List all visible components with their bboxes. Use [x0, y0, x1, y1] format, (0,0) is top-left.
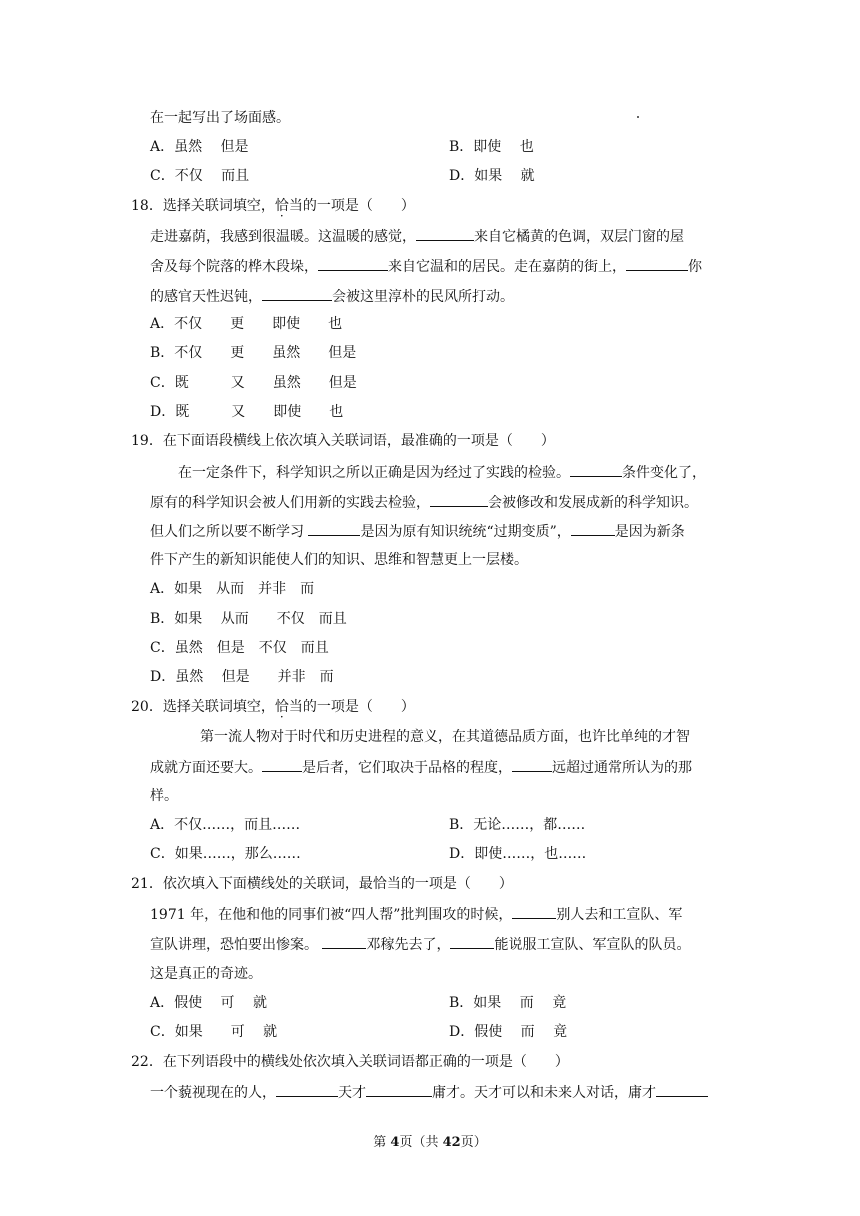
q20-option-c: C．如果……，那么……	[150, 846, 301, 862]
q20-option-a: A．不仅……，而且……	[150, 817, 301, 833]
q19-text: 在一定条件下，科学知识之所以正确是因为经过了实践的检验。	[178, 465, 570, 481]
fill-blank	[571, 521, 615, 536]
fill-blank	[512, 757, 552, 772]
q20-option-b: B．无论……，都……	[449, 817, 586, 833]
q18-stem	[131, 196, 415, 216]
q19-text: 原有的科学知识会被人们用新的实践去检验，	[150, 495, 430, 511]
fill-blank	[512, 904, 556, 919]
q19-option-b: B．如果 从而 不仅 而且	[150, 611, 347, 627]
fill-blank	[430, 492, 488, 507]
q17-option-c: C．不仅 而且	[150, 168, 250, 184]
q21-passage-line: 这是真正的奇迹。	[150, 966, 262, 982]
q19-passage-line	[150, 492, 698, 512]
q20-passage-line: 样。	[150, 788, 178, 804]
q20-text: 成就方面还要大。	[150, 760, 262, 776]
fill-blank	[318, 256, 388, 271]
q19-passage-line: 件下产生的新知识能使人们的知识、思维和智慧更上一层楼。	[150, 552, 528, 568]
fill-blank	[570, 462, 622, 477]
q20-stem	[131, 697, 415, 717]
q18-stem-part: 18．选择关联词填空，	[131, 198, 275, 214]
fill-blank	[656, 1082, 708, 1097]
q21-option-d: D．假使 而 竟	[449, 1024, 568, 1040]
fill-blank	[262, 286, 332, 301]
q19-option-a: A．如果 从而 并非 而	[150, 581, 315, 597]
q20-text: 远超过通常所认为的那	[552, 760, 692, 776]
fill-blank	[416, 226, 474, 241]
q18-option-d: D．既 又 即使 也	[150, 404, 344, 420]
q18-text: 会被这里淳朴的民风所打动。	[332, 289, 514, 305]
q19-text: 是因为原有知识统统“过期变质”，	[360, 524, 571, 540]
footer-text: 第	[373, 1135, 391, 1150]
q18-text: 的感官天性迟钝，	[150, 289, 262, 305]
q21-passage-line	[150, 934, 690, 954]
q20-stem-part: 当的一项是（ ）	[288, 699, 415, 715]
q21-text: 能说服工宣队、军宣队的队员。	[494, 937, 691, 953]
footer-text: 页）	[460, 1135, 487, 1150]
q20-text: 是后者，它们取决于品格的程度，	[302, 760, 512, 776]
q20-stem-part: 20．选择关联词填空，	[131, 699, 275, 715]
q19-text: 但人们之所以要不断学习	[150, 524, 309, 540]
stray-mark	[637, 116, 639, 118]
q18-passage-line	[150, 286, 514, 306]
footer-text: 页（共	[399, 1135, 443, 1150]
q21-text: 1971 年，在他和他的同事们被“四人帮”批判围攻的时候，	[150, 907, 513, 923]
q19-text: 是因为新条	[614, 524, 685, 540]
total-pages: 42	[442, 1135, 461, 1150]
q19-passage-line	[178, 462, 706, 482]
q18-passage-line	[150, 256, 702, 276]
q18-text: 走进嘉荫，我感到很温暖。这温暖的感觉，	[150, 229, 416, 245]
fill-blank	[276, 1082, 338, 1097]
fill-blank	[262, 757, 302, 772]
q19-option-c: C．虽然 但是 不仅 而且	[150, 640, 329, 656]
q21-option-b: B．如果 而 竟	[449, 995, 567, 1011]
q21-text: 宣队讲理，恐怕要出惨案。	[150, 937, 323, 953]
q18-option-b: B．不仅 更 虽然 但是	[150, 345, 357, 361]
q17-text: 在一起写出了场面感。	[150, 110, 290, 126]
fill-blank	[366, 1082, 432, 1097]
q18-text: 来自它橘黄的色调，双层门窗的屋	[474, 229, 684, 245]
q22-passage-line	[150, 1082, 708, 1102]
q18-option-c: C．既 又 虽然 但是	[150, 375, 357, 391]
q21-option-a: A．假使 可 就	[150, 995, 268, 1011]
q20-passage-line	[150, 757, 692, 777]
q18-stem-dotted-char: 恰	[274, 198, 289, 214]
q22-stem: 22．在下列语段中的横线处依次填入关联词语都正确的一项是（ ）	[131, 1054, 569, 1070]
q22-text: 庸才。天才可以和未来人对话，庸才	[432, 1085, 656, 1101]
q18-option-a: A．不仅 更 即使 也	[150, 316, 343, 332]
q18-passage-line	[150, 226, 684, 246]
q21-text: 别人去和工宣队、军	[556, 907, 683, 923]
q18-text: 舍及每个院落的桦木段垛，	[150, 259, 318, 275]
q19-passage-line	[150, 521, 685, 541]
q17-option-b: B．即使 也	[449, 139, 534, 155]
fill-blank	[450, 934, 494, 949]
q19-text: 会被修改和发展成新的科学知识。	[488, 495, 698, 511]
q22-text: 天才	[338, 1085, 366, 1101]
q19-stem: 19．在下面语段横线上依次填入关联词语，最准确的一项是（ ）	[131, 433, 555, 449]
q21-passage-line	[150, 904, 682, 924]
fill-blank	[308, 521, 360, 536]
q19-text: 条件变化了，	[622, 465, 706, 481]
q21-stem: 21．依次填入下面横线处的关联词，最恰当的一项是（ ）	[131, 876, 513, 892]
q21-option-c: C．如果 可 就	[150, 1024, 278, 1040]
q20-stem-dotted-char: 恰	[274, 699, 289, 715]
q18-text: 来自它温和的居民。走在嘉荫的街上，	[388, 259, 626, 275]
q20-option-d: D．即使……，也……	[449, 846, 587, 862]
q21-text: 邓稼先去了，	[366, 937, 451, 953]
fill-blank	[626, 256, 688, 271]
q20-passage-line: 第一流人物对于时代和历史进程的意义，在其道德品质方面，也许比单纯的才智	[200, 729, 690, 745]
page-footer	[0, 1131, 860, 1150]
q17-option-a: A．虽然 但是	[150, 139, 249, 155]
q17-option-d: D．如果 就	[449, 168, 535, 184]
page-number: 4	[390, 1135, 400, 1150]
q18-stem-part: 当的一项是（ ）	[288, 198, 415, 214]
q19-option-d: D．虽然 但是 并非 而	[150, 669, 334, 685]
fill-blank	[322, 934, 366, 949]
q18-text: 你	[688, 259, 702, 275]
q22-text: 一个藐视现在的人，	[150, 1085, 276, 1101]
